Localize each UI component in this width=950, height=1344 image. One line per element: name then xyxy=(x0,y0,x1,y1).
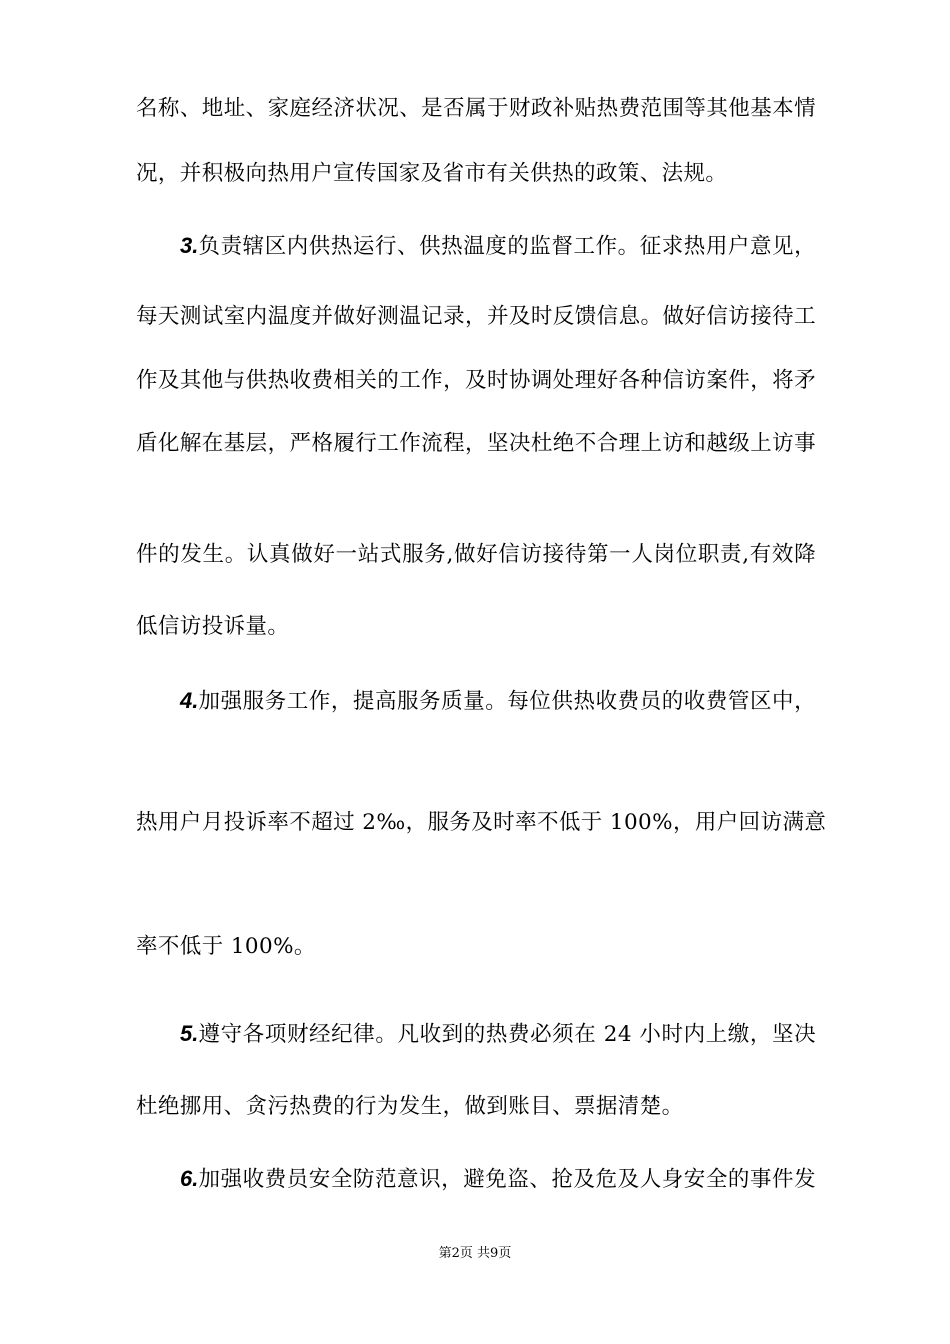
text-line: 作及其他与供热收费相关的工作，及时协调处理好各种信访案件，将矛 xyxy=(136,368,816,393)
page-number-footer: 第2页 共9页 xyxy=(438,1246,512,1261)
list-item-4 xyxy=(180,686,816,717)
text-line: 名称、地址、家庭经济状况、是否属于财政补贴热费范围等其他基本情 xyxy=(136,96,816,121)
text-line: 况，并积极向热用户宣传国家及省市有关供热的政策、法规。 xyxy=(136,161,728,186)
list-item-5 xyxy=(180,1019,816,1050)
text-line: 盾化解在基层，严格履行工作流程，坚决杜绝不合理上访和越级上访事 xyxy=(136,431,816,456)
text-line: 件的发生。认真做好一站式服务,做好信访接待第一人岗位职责,有效降 xyxy=(136,542,816,567)
item-text: 遵守各项财经纪律。凡收到的热费必须在 24 小时内上缴，坚决 xyxy=(198,1022,816,1047)
item-number: 5. xyxy=(180,1021,199,1046)
list-item-3 xyxy=(180,231,816,262)
item-number: 3. xyxy=(180,233,199,258)
text-line: 率不低于 100%。 xyxy=(136,934,316,959)
item-number: 6. xyxy=(180,1166,199,1191)
item-text: 加强服务工作，提高服务质量。每位供热收费员的收费管区中， xyxy=(198,689,816,714)
text-line: 杜绝挪用、贪污热费的行为发生，做到账目、票据清楚。 xyxy=(136,1094,684,1119)
item-text: 加强收费员安全防范意识，避免盗、抢及危及人身安全的事件发 xyxy=(198,1167,816,1192)
text-line: 低信访投诉量。 xyxy=(136,614,290,639)
item-number: 4. xyxy=(180,688,199,713)
list-item-6 xyxy=(180,1164,816,1195)
text-line: 每天测试室内温度并做好测温记录，并及时反馈信息。做好信访接待工 xyxy=(136,304,816,329)
text-line: 热用户月投诉率不超过 2‰，服务及时率不低于 100%，用户回访满意 xyxy=(136,810,827,835)
item-text: 负责辖区内供热运行、供热温度的监督工作。征求热用户意见， xyxy=(198,234,816,259)
